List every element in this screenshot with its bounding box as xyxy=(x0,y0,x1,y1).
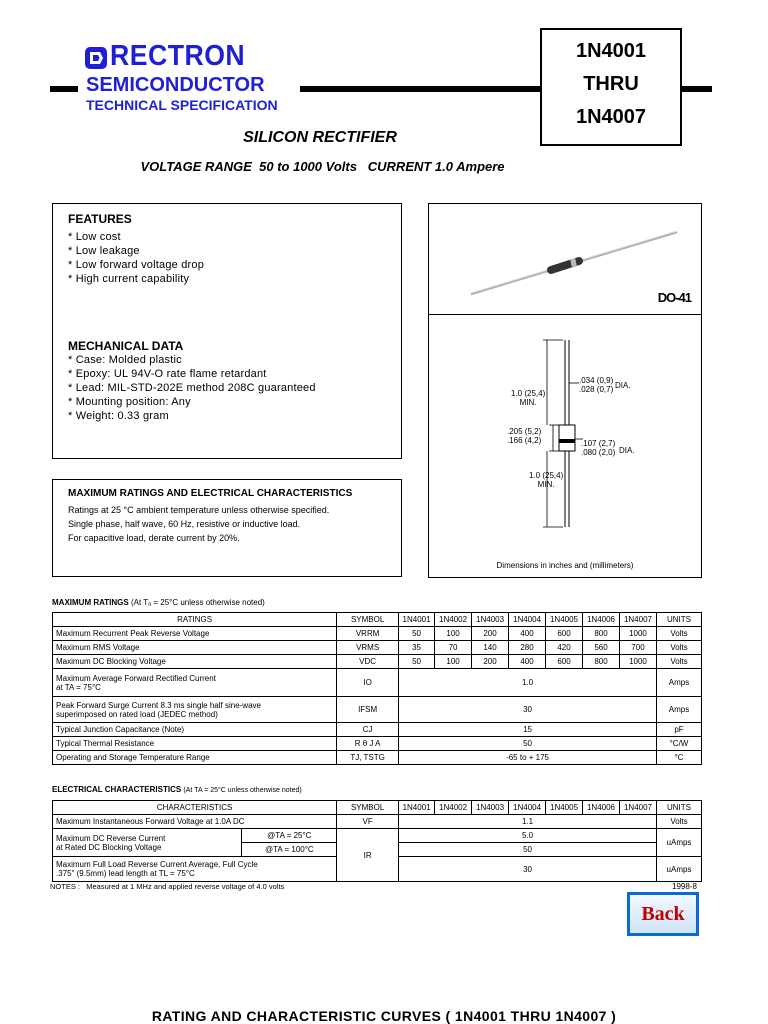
row-label-line: Maximum Full Load Reverse Current Average, Full Cycle xyxy=(56,860,258,869)
table-row xyxy=(53,655,702,669)
col-header: 1N4001 xyxy=(399,613,435,627)
cell: 200 xyxy=(472,627,509,641)
dim-lead-dia-label: DIA. xyxy=(615,381,631,390)
footer-title: RATING AND CHARACTERISTIC CURVES ( 1N4001 THRU 1N4007 ) xyxy=(151,1008,617,1024)
ratings-description-box xyxy=(52,479,402,577)
division-name: SEMICONDUCTOR xyxy=(86,74,265,96)
row-label: Maximum Instantaneous Forward Voltage at 1.0A DC xyxy=(53,815,337,829)
col-header: 1N4004 xyxy=(509,613,546,627)
dim-body-dia-max: .107 (2,7) xyxy=(581,439,616,448)
row-label: Typical Junction Capacitance (Note) xyxy=(53,723,337,737)
cell: 140 xyxy=(472,641,509,655)
mechanical-heading: MECHANICAL DATA xyxy=(68,339,184,353)
row-label-line: Maximum Average Forward Rectified Current xyxy=(56,673,216,683)
dim-lead-length xyxy=(511,389,545,407)
cell: 800 xyxy=(583,627,620,641)
col-header: 1N4004 xyxy=(509,801,546,815)
row-condition: @TA = 25°C xyxy=(242,829,337,843)
table-row xyxy=(53,669,702,697)
dim-body-length-max: .205 (5,2) xyxy=(507,427,542,436)
cell: 30 xyxy=(399,697,657,723)
ratings-box-heading: MAXIMUM RATINGS AND ELECTRICAL CHARACTERISTICS xyxy=(68,488,353,499)
dim-lead-dia-max: .034 (0,9) xyxy=(579,376,614,385)
dim-lead-length-bottom-min: MIN. xyxy=(537,480,555,489)
col-header: UNITS xyxy=(656,801,701,815)
notes: NOTES : Measured at 1 MHz and applied reverse voltage of 4.0 volts xyxy=(50,882,285,891)
col-header: 1N4006 xyxy=(583,613,620,627)
col-header: 1N4002 xyxy=(435,613,472,627)
cell: 30 xyxy=(399,857,657,882)
row-unit: Volts xyxy=(656,641,701,655)
page-title: SILICON RECTIFIER xyxy=(243,129,397,146)
table-header-row xyxy=(53,613,702,627)
row-label-line: .375" (9.5mm) lead length at TL = 75°C xyxy=(56,869,195,878)
dim-lead-dia xyxy=(579,376,613,394)
col-header: 1N4005 xyxy=(546,613,583,627)
features-box xyxy=(52,203,402,459)
row-unit: Volts xyxy=(656,655,701,669)
max-ratings-condition: (At Tₐ = 25°C unless otherwise noted) xyxy=(130,598,265,607)
row-condition: @TA = 100°C xyxy=(242,843,337,857)
col-header: 1N4007 xyxy=(619,613,656,627)
dimensions-box xyxy=(428,314,702,578)
row-symbol: IR xyxy=(337,829,399,882)
table-row xyxy=(53,627,702,641)
dimension-drawing xyxy=(429,315,701,577)
col-header: 1N4006 xyxy=(583,801,620,815)
dim-lead-length-bottom-value: 1.0 (25,4) xyxy=(529,471,564,480)
row-unit: uAmps xyxy=(656,857,701,882)
package-image-box xyxy=(428,203,702,315)
table-row xyxy=(53,815,702,829)
table-row xyxy=(53,697,702,723)
dim-body-length-min: .166 (4,2) xyxy=(507,436,542,445)
mechanical-item: * Case: Molded plastic xyxy=(68,354,182,366)
col-header: 1N4007 xyxy=(620,801,657,815)
dim-lead-length-min: MIN. xyxy=(519,398,537,407)
row-label xyxy=(53,697,337,723)
col-header: 1N4003 xyxy=(472,613,509,627)
elec-condition: (At TA = 25°C unless otherwise noted) xyxy=(183,787,302,794)
dim-lead-length-bottom xyxy=(529,471,563,489)
voltage-current-tagline: VOLTAGE RANGE 50 to 1000 Volts CURRENT 1.0 Ampere xyxy=(140,159,505,174)
row-symbol: CJ xyxy=(337,723,399,737)
ratings-box-line: Ratings at 25 °C ambient temperature unless otherwise specified. xyxy=(68,505,330,515)
back-button[interactable]: Back xyxy=(627,892,699,936)
row-label: Maximum RMS Voltage xyxy=(53,641,337,655)
row-symbol: IFSM xyxy=(337,697,399,723)
cell: 5.0 xyxy=(399,829,657,843)
dim-body-dia xyxy=(581,439,615,457)
cell: 100 xyxy=(435,627,472,641)
mechanical-item: * Lead: MIL-STD-202E method 208C guaranteed xyxy=(68,382,316,394)
cell: 280 xyxy=(509,641,546,655)
row-symbol: VF xyxy=(337,815,399,829)
cell: 50 xyxy=(399,737,657,751)
max-ratings-table xyxy=(52,612,702,765)
cell: 100 xyxy=(435,655,472,669)
mechanical-list xyxy=(68,353,316,423)
row-unit: Amps xyxy=(656,669,701,697)
cell: 15 xyxy=(399,723,657,737)
mechanical-item: * Weight: 0.33 gram xyxy=(68,410,169,422)
row-unit: Volts xyxy=(656,627,701,641)
row-symbol: VRRM xyxy=(337,627,399,641)
cell: 35 xyxy=(399,641,435,655)
row-unit: pF xyxy=(656,723,701,737)
row-unit: Volts xyxy=(656,815,701,829)
cell: 50 xyxy=(399,627,435,641)
row-label: Typical Thermal Resistance xyxy=(53,737,337,751)
feature-item: * Low leakage xyxy=(68,245,140,257)
col-header: SYMBOL xyxy=(337,801,399,815)
cell: 700 xyxy=(619,641,656,655)
row-label: Maximum Recurrent Peak Reverse Voltage xyxy=(53,627,337,641)
row-symbol: VDC xyxy=(337,655,399,669)
cell: 1000 xyxy=(619,627,656,641)
dim-body-dia-min: .080 (2,0) xyxy=(581,448,616,457)
dim-lead-dia-min: .028 (0,7) xyxy=(579,385,614,394)
features-heading: FEATURES xyxy=(68,212,132,226)
col-header: RATINGS xyxy=(53,613,337,627)
dim-body-dia-label: DIA. xyxy=(619,446,635,455)
cell: 70 xyxy=(435,641,472,655)
dim-body-length xyxy=(507,427,541,445)
cell: 200 xyxy=(472,655,509,669)
col-header: 1N4001 xyxy=(399,801,435,815)
feature-item: * Low cost xyxy=(68,231,121,243)
dimensions-caption: Dimensions in inches and (millimeters) xyxy=(496,561,634,570)
ratings-box-line: Single phase, half wave, 60 Hz, resistive or inductive load. xyxy=(68,519,301,529)
col-header: UNITS xyxy=(656,613,701,627)
row-symbol: R θ J A xyxy=(337,737,399,751)
col-header: 1N4003 xyxy=(472,801,509,815)
cell: 50 xyxy=(399,655,435,669)
max-ratings-title: MAXIMUM RATINGS xyxy=(52,598,129,607)
row-unit: uAmps xyxy=(656,829,701,857)
mechanical-item: * Mounting position: Any xyxy=(68,396,191,408)
row-label xyxy=(53,829,242,857)
table-row xyxy=(53,723,702,737)
row-label-line: Maximum DC Reverse Current xyxy=(56,833,166,843)
header-rule-left xyxy=(50,86,78,92)
rectron-logo-icon xyxy=(84,46,108,70)
ratings-box-line: For capacitive load, derate current by 20%. xyxy=(68,533,240,543)
max-ratings-title-row xyxy=(52,598,265,607)
col-header: 1N4002 xyxy=(435,801,472,815)
row-label-line: Peak Forward Surge Current 8.3 ms single half sine-wave xyxy=(56,700,261,710)
cell: 800 xyxy=(583,655,620,669)
elec-title-row xyxy=(52,785,302,794)
row-symbol: TJ, TSTG xyxy=(337,751,399,765)
cell: 400 xyxy=(509,655,546,669)
cell: 600 xyxy=(546,655,583,669)
col-header: CHARACTERISTICS xyxy=(53,801,337,815)
row-unit: °C/W xyxy=(656,737,701,751)
cell: 50 xyxy=(399,843,657,857)
part-end: 1N4007 xyxy=(575,106,647,128)
col-header: SYMBOL xyxy=(337,613,399,627)
elec-table xyxy=(52,800,702,882)
feature-item: * High current capability xyxy=(68,273,190,285)
cell: 1.1 xyxy=(399,815,657,829)
dim-lead-length-value: 1.0 (25,4) xyxy=(511,389,546,398)
header-rule-middle xyxy=(300,86,540,92)
feature-item: * Low forward voltage drop xyxy=(68,259,205,271)
table-header-row xyxy=(53,801,702,815)
table-row xyxy=(53,751,702,765)
cell: -65 to + 175 xyxy=(399,751,657,765)
elec-title: ELECTRICAL CHARACTERISTICS xyxy=(52,785,182,794)
row-label: Operating and Storage Temperature Range xyxy=(53,751,337,765)
features-list xyxy=(68,230,204,286)
cell: 400 xyxy=(509,627,546,641)
mechanical-item: * Epoxy: UL 94V-O rate flame retardant xyxy=(68,368,267,380)
row-unit: °C xyxy=(656,751,701,765)
row-label xyxy=(53,669,337,697)
date-code: 1998-8 xyxy=(672,882,697,891)
cell: 600 xyxy=(546,627,583,641)
brand-name: RECTRON xyxy=(110,40,246,72)
row-label-line: superimposed on rated load (JEDEC method) xyxy=(56,709,218,719)
spec-subtitle: TECHNICAL SPECIFICATION xyxy=(86,97,278,113)
table-row xyxy=(53,737,702,751)
row-label-line: at TA = 75°C xyxy=(56,682,101,692)
package-name: DO-41 xyxy=(657,290,691,305)
row-label xyxy=(53,857,337,882)
part-start: 1N4001 xyxy=(575,40,647,62)
cell: 420 xyxy=(546,641,583,655)
cell: 560 xyxy=(583,641,620,655)
cell: 1000 xyxy=(619,655,656,669)
row-label-line: at Rated DC Blocking Voltage xyxy=(56,842,162,852)
row-symbol: IO xyxy=(337,669,399,697)
table-row xyxy=(53,829,702,843)
part-thru: THRU xyxy=(583,73,639,95)
row-label: Maximum DC Blocking Voltage xyxy=(53,655,337,669)
row-symbol: VRMS xyxy=(337,641,399,655)
row-unit: Amps xyxy=(656,697,701,723)
cell: 1.0 xyxy=(399,669,657,697)
table-row xyxy=(53,641,702,655)
header-rule-right xyxy=(682,86,712,92)
col-header: 1N4005 xyxy=(546,801,583,815)
